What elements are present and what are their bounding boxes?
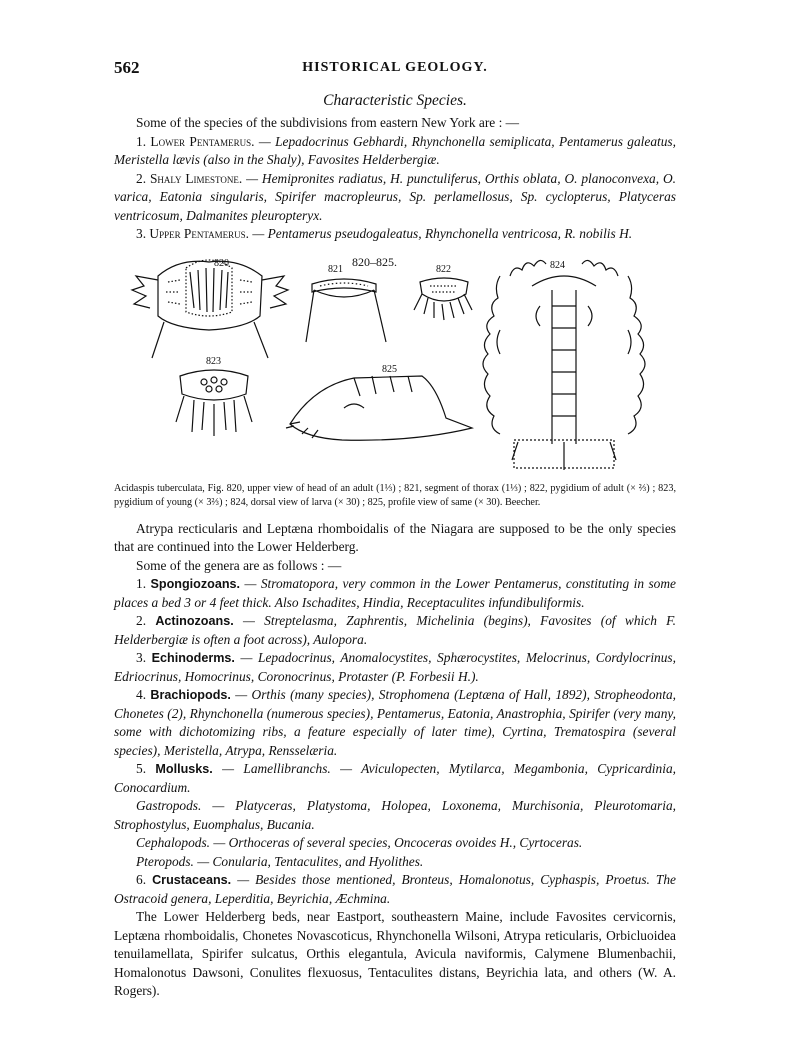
closing-paragraph: The Lower Helderberg beds, near Eastport, southeastern Maine, include Favosites cervicornis, Leptæna rhomboidalis, Chonetes Novascoticus, Rhynchonella Wilsoni, Atrypa reticularis, Orbicluoidea tenuilamellata, Spirifer sulcatus, Orthis elegantula, Avicula naviformis, Calymene Blumenbachii, Homalonotus Dawsoni, Conulites flexuosus, Tentaculites distans, Beyrichia lata, and others (W. A. Rogers). — [114, 909, 676, 998]
book-page — [114, 58, 676, 1001]
figure-range-label: 820–825. — [352, 254, 397, 269]
atrypa-paragraph: Atrypa recticularis and Leptæna rhomboidalis of the Niagara are supposed to be the only species that are continued into the Lower Helderberg. — [114, 520, 676, 554]
figure-label-822: 822 — [436, 263, 451, 275]
figure-caption: Acidaspis tuberculata, Fig. 820, upper view of head of an adult (1⅓) ; 821, segment of thorax (1⅓) ; 822, pygidium of adult (× ⅔) ; 823, pygidium of young (× 3⅔) ; 824, dorsal view of larva (× 30) ; 825, profile view of same (× 30). Beecher. — [114, 482, 676, 508]
figure-821-drawing — [306, 279, 386, 342]
figure-820-drawing — [132, 257, 288, 358]
running-title: HISTORICAL GEOLOGY. — [302, 60, 488, 75]
page-number: 562 — [114, 58, 140, 77]
genera-item-crustaceans: 6. Crustaceans. — Besides those mentioned, Bronteus, Homalonotus, Cyphaspis, Proetus. The Ostracoid genera, Leperditia, Beyrichia, Æchmina. — [114, 872, 676, 906]
figure-823-drawing — [176, 370, 252, 436]
genera-item: 2. Actinozoans. — Streptelasma, Zaphrentis, Michelinia (begins), Favosites (of which F. Helderbergiæ is often a foot across), Aulopora. — [114, 613, 676, 647]
subdivision-item: 2. Shaly Limestone. — Hemipronites radiatus, H. punctuliferus, Orthis oblata, O. planoconvexa, O. varica, Eatonia singularis, Spirifer macropleurus, Sp. perlamellosus, Sp. cyclopterus, Platyceras ventricosum, Dalmanites pleuropteryx. — [114, 170, 676, 223]
figure-trilobite-plates — [114, 246, 676, 474]
figure-825-drawing — [286, 376, 472, 440]
mollusk-subgroup: Cephalopods. — Orthoceras of several species, Oncoceras ovoides H., Cyrtoceras. — [136, 835, 583, 850]
subdivision-item: 3. Upper Pentamerus. — Pentamerus pseudogaleatus, Rhynchonella ventricosa, R. nobilis H. — [136, 226, 633, 241]
figure-label-821: 821 — [328, 263, 343, 275]
genera-item: 3. Echinoderms. — Lepadocrinus, Anomalocystites, Sphærocystites, Melocrinus, Cordylocrinus, Edriocrinus, Homocrinus, Coronocrinus, Protaster (P. Forbesii H.). — [114, 650, 676, 684]
section-title: Characteristic Species. — [323, 92, 467, 109]
figure-label-825: 825 — [382, 363, 397, 375]
genera-item: 1. Spongiozoans. — Stromatopora, very common in the Lower Pentamerus, constituting in some places a bed 3 or 4 feet thick. Also Ischadites, Hindia, Receptaculites infundibuliformis. — [114, 576, 676, 610]
mollusk-subgroup: Gastropods. — Platyceras, Platystoma, Holopea, Loxonema, Murchisonia, Pleurotomaria, Strophostylus, Euomphalus, Bucania. — [114, 798, 676, 832]
figure-label-823: 823 — [206, 355, 221, 367]
genera-intro: Some of the genera are as follows : — — [136, 557, 342, 573]
genera-item: 4. Brachiopods. — Orthis (many species), Strophomena (Leptæna of Hall, 1892), Stropheodonta, Chonetes (2), Rhynchonella (numerous species), Pentamerus, Eatonia, Anastrophia, Spirifer (very many, some with dichotomizing ribs, a feature especially of later time), Cyrtina, Trematospira (several species), Meristella, Atrypa, Rensselæria. — [114, 687, 676, 758]
figure-label-820: 820 — [214, 257, 229, 269]
intro-paragraph: Some of the species of the subdivisions from eastern New York are : — — [136, 115, 520, 130]
figure-824-drawing — [483, 260, 645, 470]
subdivision-item: 1. Lower Pentamerus. — Lepadocrinus Gebhardi, Rhynchonella semiplicata, Pentamerus galeatus, Meristella lævis (also in the Shaly), Favosites Helderbergiæ. — [114, 133, 676, 167]
figure-822-drawing — [414, 278, 472, 320]
figure-label-824: 824 — [550, 259, 565, 271]
figure-drawings — [114, 246, 676, 474]
genera-item: 5. Mollusks. — Lamellibranchs. — Aviculopecten, Mytilarca, Megambonia, Cypricardinia, Conocardium. — [114, 761, 676, 795]
page-header — [114, 58, 676, 86]
mollusk-subgroup: Pteropods. — Conularia, Tentaculites, and Hyolithes. — [136, 853, 424, 869]
